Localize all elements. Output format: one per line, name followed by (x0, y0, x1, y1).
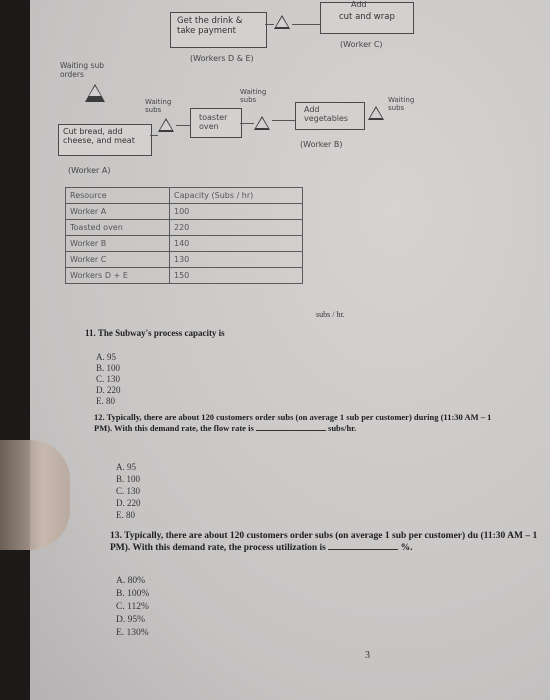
option: E. 130% (116, 628, 149, 638)
table-header: Resource (66, 188, 170, 204)
capacity-table (65, 187, 303, 284)
waiting-triangle-top (274, 15, 290, 29)
answer-blank (328, 549, 398, 550)
option: D. 220 (116, 498, 141, 508)
question-13 (110, 530, 540, 555)
answer-blank (256, 430, 326, 431)
table-cell: Worker C (66, 252, 170, 268)
table-row (66, 236, 303, 252)
table-header-row (66, 188, 303, 204)
option: D. 95% (116, 615, 146, 625)
question-13-text: 13. Typically, there are about 120 customers order subs (on average 1 sub per customer) du (11:30 AM – 1 PM). With this demand rate, the process utilization is (110, 531, 538, 554)
box-get-drink (170, 12, 267, 48)
box-add-vegetables (295, 102, 365, 130)
option: B. 100% (116, 589, 150, 599)
thumb (0, 440, 70, 550)
flow-arrow (265, 24, 274, 25)
flow-arrow (150, 135, 158, 136)
table-cell: Workers D + E (66, 268, 170, 284)
waiting-triangle-orders (85, 84, 105, 102)
table-row (66, 220, 303, 236)
label-waiting-sub-orders: Waiting sub orders (60, 61, 104, 79)
table-row (66, 204, 303, 220)
option: A. 95 (96, 352, 116, 362)
exam-page (30, 0, 550, 700)
table-cell: Toasted oven (66, 220, 170, 236)
question-11 (85, 328, 385, 340)
option: E. 80 (116, 510, 135, 520)
label-worker-c: (Worker C) (340, 40, 383, 49)
waiting-triangle-1 (158, 118, 174, 132)
option: B. 100 (116, 474, 141, 484)
option: B. 100 (96, 363, 121, 373)
flow-arrow (272, 120, 295, 121)
option: C. 130 (116, 486, 141, 496)
label-add-top: Add (351, 0, 367, 9)
table-header: Capacity (Subs / hr) (170, 188, 303, 204)
table-cell: Worker B (66, 236, 170, 252)
table-cell: 140 (170, 236, 303, 252)
table-row (66, 252, 303, 268)
label-toaster-oven: toaster oven (199, 113, 228, 132)
waiting-triangle-2 (254, 116, 270, 130)
question-12-unit: subs/hr. (328, 423, 357, 434)
option: E. 80 (96, 396, 115, 406)
label-worker-a: (Worker A) (68, 166, 111, 175)
page-number: 3 (365, 650, 370, 661)
table-cell: 220 (170, 220, 303, 236)
flow-arrow (240, 123, 254, 124)
option: A. 95 (116, 462, 136, 472)
label-get-drink: Get the drink & take payment (177, 16, 243, 36)
label-workers-de: (Workers D & E) (190, 54, 254, 63)
option: C. 130 (96, 374, 121, 384)
box-cut-wrap (320, 2, 414, 34)
label-waiting-subs-2: Waiting subs (240, 88, 267, 105)
table-cell: 130 (170, 252, 303, 268)
question-11-text: 11. The Subway's process capacity is (85, 328, 225, 338)
question-11-unit: subs / hr. (316, 310, 345, 319)
question-13-unit: %. (400, 543, 413, 554)
label-cut-wrap: cut and wrap (339, 12, 395, 22)
box-toaster-oven (190, 108, 242, 138)
label-waiting-subs-3: Waiting subs (388, 96, 415, 113)
flow-arrow (292, 24, 320, 25)
table-cell: 100 (170, 204, 303, 220)
waiting-triangle-3 (368, 106, 384, 120)
option: A. 80% (116, 576, 146, 586)
table-cell: 150 (170, 268, 303, 284)
label-add-vegetables: Add vegetables (304, 105, 349, 124)
flow-arrow (176, 125, 190, 126)
table-row (66, 268, 303, 284)
table-cell: Worker A (66, 204, 170, 220)
label-cut-bread: Cut bread, add cheese, and meat (63, 127, 135, 146)
option: D. 220 (96, 385, 121, 395)
label-worker-b: (Worker B) (300, 140, 343, 149)
label-waiting-subs-1: Waiting subs (145, 98, 172, 115)
question-12-text: 12. Typically, there are about 120 customers order subs (on average 1 sub per customer) during (11:30 AM – 1 PM). With this demand rate, the flow rate is (94, 412, 492, 434)
box-cut-bread (58, 124, 152, 156)
question-12 (94, 412, 504, 434)
option: C. 112% (116, 602, 149, 612)
